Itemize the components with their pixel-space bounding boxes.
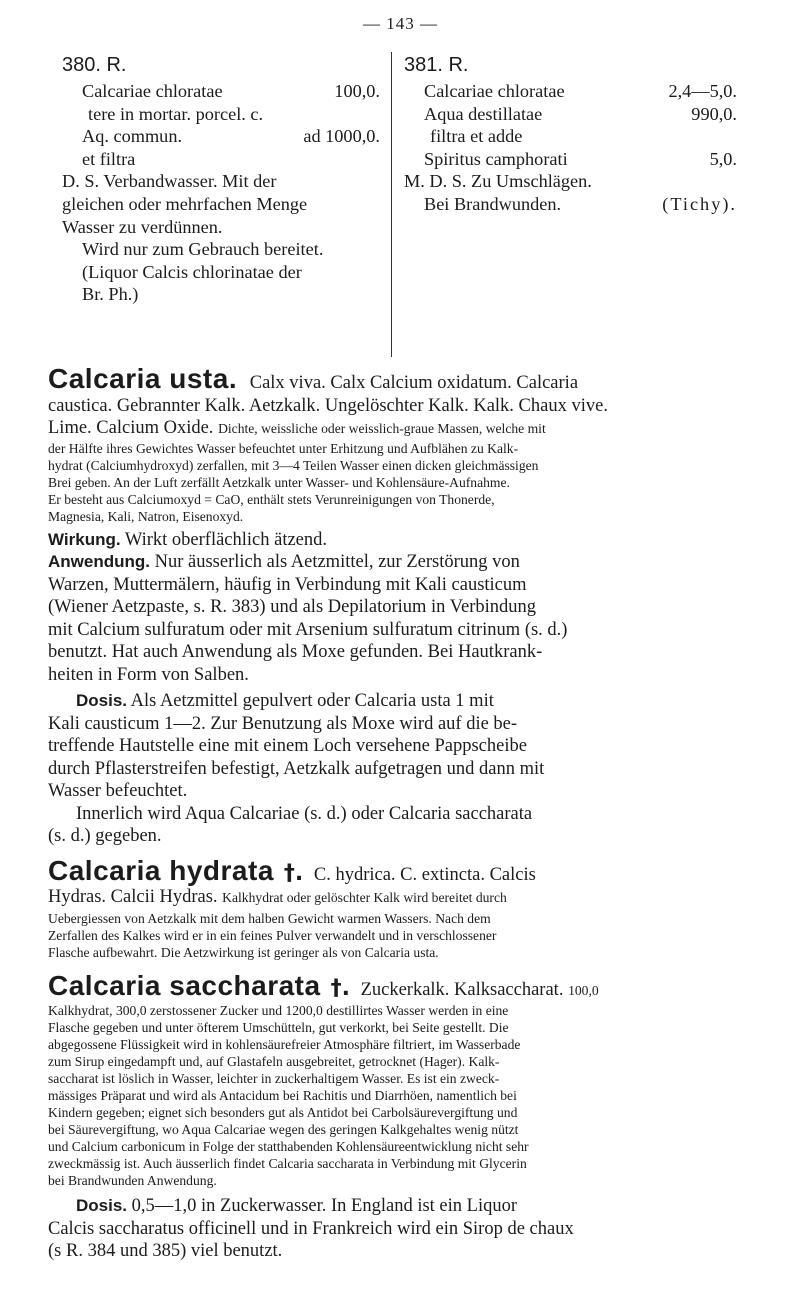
ingredient-amount: 2,4—5,0. bbox=[668, 81, 737, 101]
synonyms-line bbox=[48, 886, 750, 910]
description-text: hydrat (Calciumhydroxyd) zerfallen, mit 3—4 Teilen Wasser einen dicken gleichmässigen bbox=[48, 457, 539, 473]
synonyms: Calx viva. Calx Calcium oxidatum. Calcaria bbox=[249, 373, 579, 393]
section-text: (s R. 384 und 385) viel benutzt. bbox=[48, 1241, 283, 1261]
entry-headline bbox=[48, 854, 750, 887]
description-text: abgegossene Flüssigkeit wird in kohlensäurefreier Atmosphäre filtriert, im Wasserbade bbox=[48, 1037, 521, 1052]
description-text: Flasche aufbewahrt. Die Aetzwirkung ist geringer als von Calcaria usta. bbox=[48, 944, 439, 960]
dosis-line bbox=[48, 690, 750, 713]
ingredient-amount: 990,0. bbox=[691, 103, 737, 124]
entry-title: Calcaria hydrata bbox=[48, 854, 274, 886]
ingredient-line bbox=[62, 125, 380, 148]
ingredient-name: Calcariae chloratae bbox=[82, 81, 223, 101]
entry-calcaria-usta bbox=[48, 363, 750, 848]
description-text: Kindern gegeben; eignet sich besonders gut als Antidot bei Carbolsäurevergiftung und bbox=[48, 1105, 518, 1120]
description-text: bei Brandwunden Anwendung. bbox=[48, 1173, 217, 1188]
dosis-line bbox=[48, 1195, 750, 1218]
recipe-380 bbox=[62, 52, 380, 306]
section-text: 0,5—1,0 in Zuckerwasser. In England ist ein Liquor bbox=[131, 1196, 517, 1216]
ingredient-name: Aq. commun. bbox=[82, 126, 183, 147]
ingredient-line bbox=[404, 148, 737, 171]
section-text: heiten in Form von Salben. bbox=[48, 664, 249, 685]
synonyms: Lime. Calcium Oxide. bbox=[48, 418, 214, 438]
ingredient-name: Aqua destillatae bbox=[424, 103, 543, 124]
description-text: 100,0 bbox=[568, 982, 599, 998]
ingredient-name: Calcariae chloratae bbox=[424, 81, 565, 101]
text-line: (Liquor Calcis chlorinatae der bbox=[82, 261, 302, 282]
ingredient-line bbox=[62, 80, 380, 103]
description-text: mässiges Präparat und wird als Antacidum bei Rachitis und Diarrhöen, namentlich bei bbox=[48, 1088, 517, 1103]
text-line: Wird nur zum Gebrauch bereitet. bbox=[82, 239, 324, 260]
recipe-381 bbox=[404, 52, 737, 216]
wirkung-line bbox=[48, 529, 750, 552]
synonyms: Hydras. Calcii Hydras. bbox=[48, 887, 218, 907]
entry-calcaria-saccharata bbox=[48, 969, 750, 1263]
section-text: benutzt. Hat auch Anwendung als Moxe gefunden. Bei Hautkrank- bbox=[48, 642, 543, 662]
description-text: der Hälfte ihres Gewichtes Wasser befeuchtet unter Erhitzung und Aufblähen zu Kalk- bbox=[48, 440, 519, 456]
section-text: mit Calcium sulfuratum oder mit Arsenium sulfuratum citrinum (s. d.) bbox=[48, 619, 568, 640]
description-text: Brei geben. An der Luft zerfällt Aetzkalk unter Wasser- und Kohlensäure-Aufnahme. bbox=[48, 474, 510, 490]
entry-title: Calcaria usta. bbox=[48, 363, 238, 394]
section-text: Wirkt oberflächlich ätzend. bbox=[124, 529, 328, 550]
description-text: Dichte, weissliche oder weisslich-graue Massen, welche mit bbox=[218, 421, 546, 436]
section-text: Warzen, Muttermälern, häufig in Verbindung mit Kali causticum bbox=[48, 574, 527, 595]
synonyms: Zuckerkalk. Kalksaccharat. bbox=[360, 979, 564, 1000]
description-text: Magnesia, Kali, Natron, Eisenoxyd. bbox=[48, 508, 244, 524]
section-label: Dosis. bbox=[76, 1196, 128, 1215]
anwendung-line bbox=[48, 551, 750, 574]
recipe-heading: 381. R. bbox=[404, 54, 469, 76]
synonyms: caustica. Gebrannter Kalk. Aetzkalk. Ungelöschter Kalk. Kalk. Chaux vive. bbox=[48, 395, 608, 416]
dagger-mark: †. bbox=[283, 860, 304, 886]
section-text: (s. d.) gegeben. bbox=[48, 826, 162, 846]
text-fragment: Bei Brandwunden. bbox=[424, 193, 562, 214]
description-text: Er besteht aus Calciumoxyd = CaO, enthält stets Verunreinigungen von Thonerde, bbox=[48, 491, 495, 507]
ingredient-amount: ad 1000,0. bbox=[303, 126, 380, 147]
ingredient-amount: 100,0. bbox=[334, 81, 380, 101]
description-text: und Calcium carbonicum in Folge der statthabenden Kohlensäureentwicklung nicht sehr bbox=[48, 1139, 529, 1154]
entry-title: Calcaria saccharata bbox=[48, 969, 321, 1001]
description-text: saccharat ist löslich in Wasser, leichter in zuckerhaltigem Wasser. Es ist ein zweck- bbox=[48, 1071, 500, 1086]
section-text: treffende Hautstelle eine mit einem Loch versehene Pappscheibe bbox=[48, 736, 527, 756]
ingredient-name: Spiritus camphorati bbox=[424, 148, 568, 169]
section-label: Anwendung. bbox=[48, 552, 150, 571]
section-text: (Wiener Aetzpaste, s. R. 383) und als Depilatorium in Verbindung bbox=[48, 597, 537, 617]
ingredient-line: filtra et adde bbox=[430, 126, 523, 147]
section-text: Innerlich wird Aqua Calcariae (s. d.) oder Calcaria saccharata bbox=[76, 803, 533, 824]
description-text: Flasche gegeben und unter öfterem Umschütteln, gut verkorkt, bei Seite gestellt. Die bbox=[48, 1020, 509, 1035]
dagger-mark: †. bbox=[330, 975, 350, 1001]
description-text: zweckmässig ist. Auch äusserlich findet Calcaria saccharata in Verbindung mit Glycerin bbox=[48, 1156, 527, 1171]
description-text: Kalkhydrat oder gelöschter Kalk wird bereitet durch bbox=[222, 890, 507, 905]
signatur-line: D. S. Verbandwasser. Mit der bbox=[62, 171, 277, 192]
article-body bbox=[48, 363, 750, 1263]
entry-headline bbox=[48, 969, 750, 1003]
ingredient-line: et filtra bbox=[82, 148, 136, 169]
author-citation: (Tichy). bbox=[662, 193, 737, 214]
text-line bbox=[404, 193, 737, 216]
text-line: gleichen oder mehrfachen Menge bbox=[62, 193, 308, 214]
signatur-line: M. D. S. Zu Umschlägen. bbox=[404, 171, 592, 192]
section-text: Calcis saccharatus officinell und in Frankreich wird ein Sirop de chaux bbox=[48, 1218, 574, 1239]
section-text: Wasser befeuchtet. bbox=[48, 781, 188, 801]
text-line: Wasser zu verdünnen. bbox=[62, 216, 223, 237]
synonyms: C. hydrica. C. extincta. Calcis bbox=[313, 864, 536, 885]
synonyms-line bbox=[48, 417, 750, 440]
ingredient-line: tere in mortar. porcel. c. bbox=[88, 103, 264, 124]
description-text: bei Säurevergiftung, wo Aqua Calcariae wegen des geringen Kalkgehaltes wenig nützt bbox=[48, 1122, 519, 1137]
section-text: Kali causticum 1—2. Zur Benutzung als Moxe wird auf die be- bbox=[48, 713, 518, 734]
description-text: Zerfallen des Kalkes wird er in ein feines Pulver verwandelt und in verschlossener bbox=[48, 927, 497, 943]
recipe-heading: 380. R. bbox=[62, 54, 127, 76]
ingredient-amount: 5,0. bbox=[709, 148, 737, 169]
section-text: durch Pflasterstreifen befestigt, Aetzkalk aufgetragen und dann mit bbox=[48, 758, 545, 779]
entry-headline bbox=[48, 363, 750, 395]
section-text: Nur äusserlich als Aetzmittel, zur Zerstörung von bbox=[154, 552, 520, 572]
entry-calcaria-hydrata bbox=[48, 854, 750, 961]
ingredient-line bbox=[404, 80, 737, 103]
page-number: — 143 — bbox=[363, 14, 438, 33]
section-label: Dosis. bbox=[76, 691, 128, 710]
ingredient-line bbox=[404, 103, 737, 126]
description-text: Kalkhydrat, 300,0 zerstossener Zucker und 1200,0 destillirtes Wasser werden in eine bbox=[48, 1003, 509, 1018]
description-text: Uebergiessen von Aetzkalk mit dem halben Gewicht warmen Wassers. Nach dem bbox=[48, 910, 491, 926]
text-line: Br. Ph.) bbox=[82, 284, 139, 305]
section-label: Wirkung. bbox=[48, 529, 121, 549]
description-text: zum Sirup eingedampft und, auf Glastafeln ausgebreitet, getrocknet (Hager). Kalk- bbox=[48, 1054, 500, 1069]
column-divider bbox=[391, 52, 392, 357]
section-text: Als Aetzmittel gepulvert oder Calcaria usta 1 mit bbox=[130, 691, 494, 711]
